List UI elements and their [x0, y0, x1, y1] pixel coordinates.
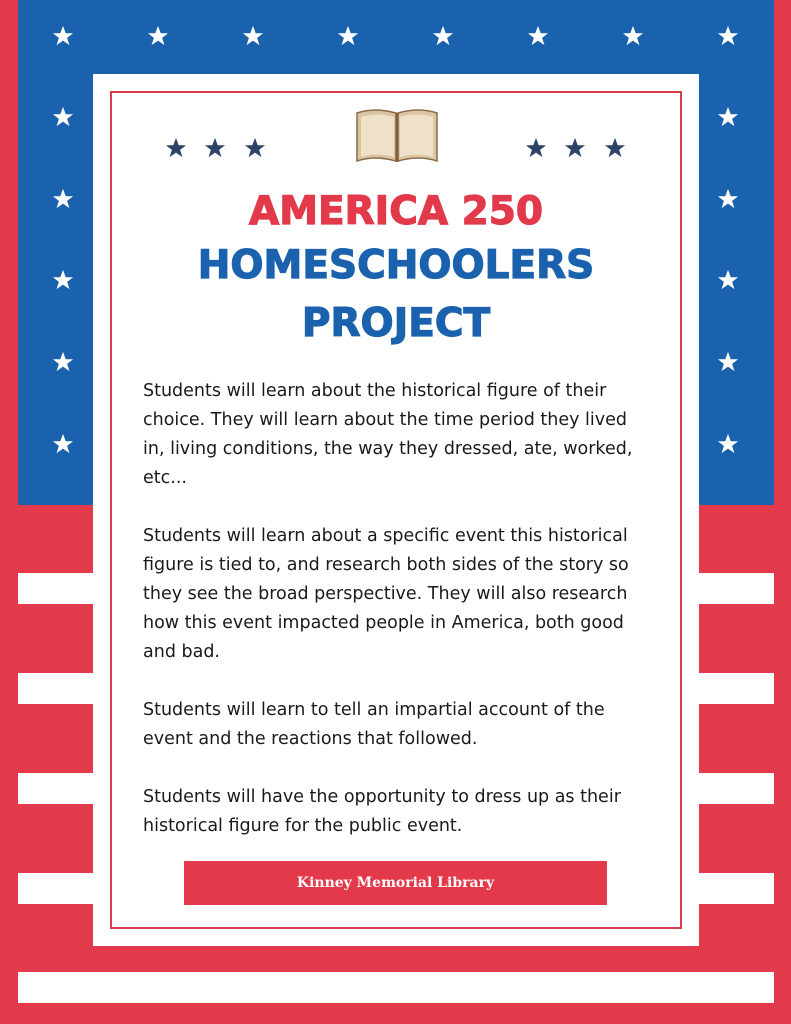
flag-stripe	[18, 873, 94, 904]
star-icon	[244, 137, 266, 159]
star-icon	[622, 25, 644, 47]
flag-stripe	[18, 673, 94, 704]
star-icon	[165, 137, 187, 159]
paragraph: Students will learn to tell an impartial account of the event and the reactions that followed.	[143, 700, 605, 749]
star-icon	[717, 188, 739, 210]
star-icon	[204, 137, 226, 159]
content-card	[93, 74, 699, 946]
paragraph: Students will have the opportunity to dress up as their historical figure for the public event.	[143, 787, 621, 836]
star-icon	[52, 433, 74, 455]
flag-stripe	[698, 873, 774, 904]
description-body	[143, 377, 648, 870]
star-icon	[52, 351, 74, 373]
star-icon	[432, 25, 454, 47]
library-banner	[184, 861, 607, 905]
flag-stripe	[18, 773, 94, 804]
star-icon	[337, 25, 359, 47]
star-icon	[52, 106, 74, 128]
flag-stripe	[18, 972, 774, 1003]
flag-stripe	[698, 773, 774, 804]
star-icon	[564, 137, 586, 159]
star-icon	[717, 25, 739, 47]
title-line-2: HOMESCHOOLERS	[197, 243, 595, 288]
star-icon	[717, 106, 739, 128]
flag-stripe	[698, 573, 774, 604]
star-icon	[717, 433, 739, 455]
star-icon	[604, 137, 626, 159]
paragraph: Students will learn about a specific event this historical figure is tied to, and research both sides of the story so they see the broad perspective. They will also research how this event impacted people in America, both good and bad.	[143, 526, 629, 662]
flag-stripe	[18, 573, 94, 604]
right-red-edge	[774, 0, 791, 1024]
left-red-edge	[0, 0, 18, 1024]
title-line-1: AMERICA 250	[249, 189, 543, 234]
library-name: Kinney Memorial Library	[296, 875, 495, 891]
star-icon	[717, 351, 739, 373]
flag-stripe	[698, 673, 774, 704]
star-icon	[52, 188, 74, 210]
title-line-3: PROJECT	[301, 301, 491, 346]
star-icon	[147, 25, 169, 47]
star-icon	[52, 269, 74, 291]
star-icon	[527, 25, 549, 47]
paragraph: Students will learn about the historical figure of their choice. They will learn about the time period they lived in, living conditions, the way they dressed, ate, worked, etc...	[143, 381, 633, 488]
star-icon	[717, 269, 739, 291]
open-book-icon	[355, 107, 439, 165]
star-icon	[242, 25, 264, 47]
star-icon	[52, 25, 74, 47]
star-icon	[525, 137, 547, 159]
